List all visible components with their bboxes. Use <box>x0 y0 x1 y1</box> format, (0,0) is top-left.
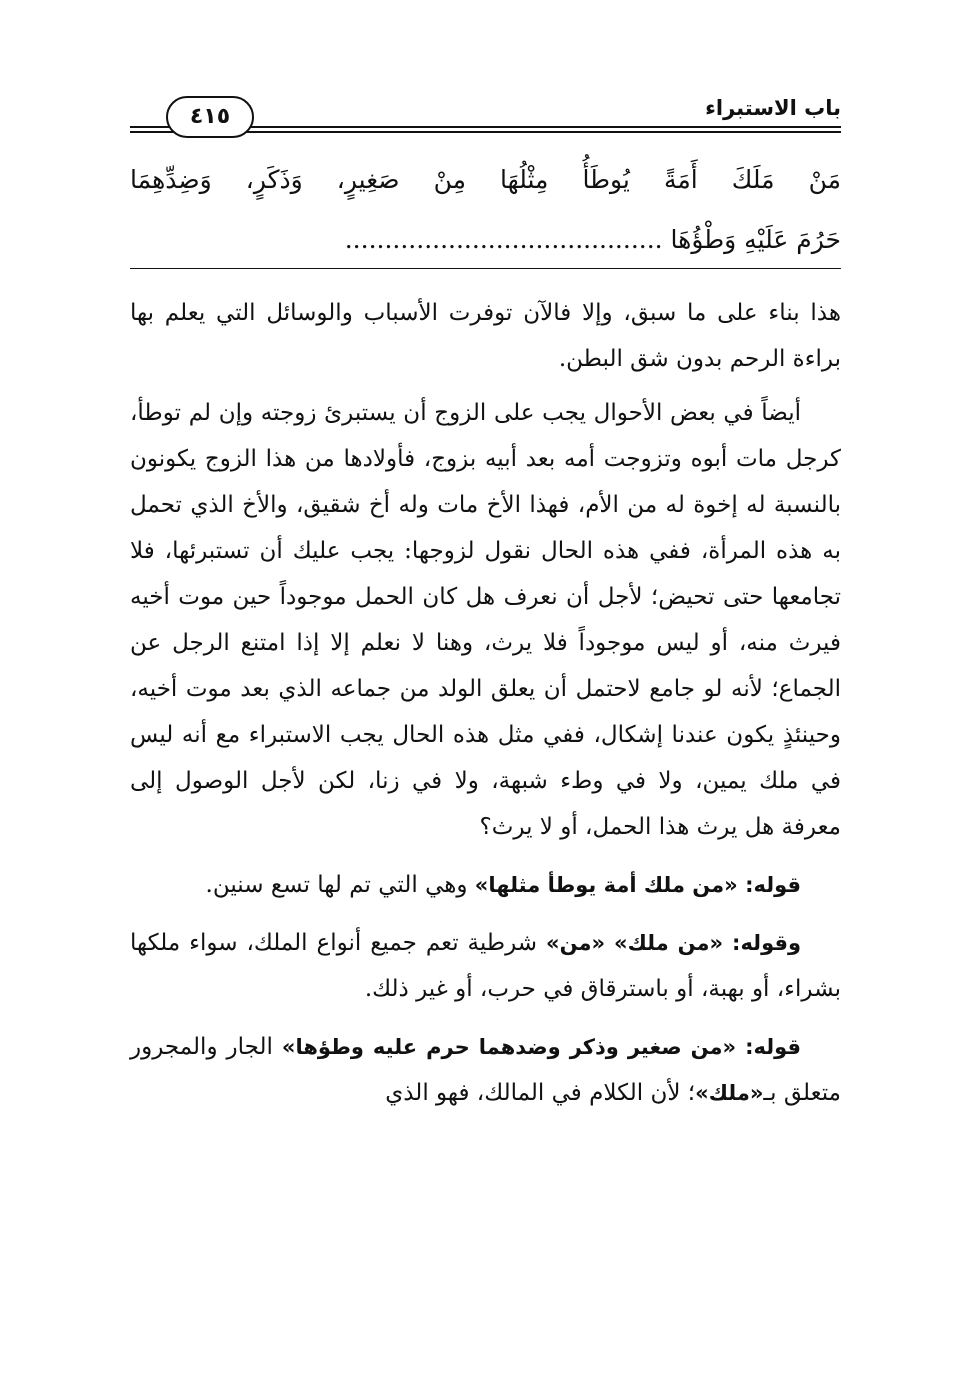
page-header <box>130 92 841 132</box>
paragraph: هذا بناء على ما سبق، وإلا فالآن توفرت الأسباب والوسائل التي يعلم بها براءة الرحم بدون شق البطن. <box>130 300 841 372</box>
paragraph-text: شرطية تعم جميع أنواع الملك، سواء ملكها بشراء، أو بهبة، أو باسترقاق في حرب، أو غير ذلك. <box>130 930 841 1002</box>
paragraph-text: الجار والمجرور متعلق بـ <box>130 1034 841 1106</box>
paragraph <box>130 862 841 908</box>
matn-quote: «من صغير وذكر وضدهما حرم عليه وطؤها» <box>281 1035 737 1059</box>
chapter-title: باب الاستبراء <box>705 96 841 120</box>
matn-quote: «ملك» <box>695 1081 764 1105</box>
section-divider <box>130 268 841 269</box>
paragraph: أيضاً في بعض الأحوال يجب على الزوج أن يستبرئ زوجته وإن لم توطأ، كرجل مات أبوه وتزوجت أمه بعد أبيه بزوج، فأولادها من هذا الزوج يكونون بالنسبة له إخوة له من الأم، فهذا الأخ مات وله أخ شقيق، والأخ الذي تحمل به هذه المرأة، ففي هذه الحال نقول لزوجها: يجب عليك أن تستبرئها، فلا تجامعها حتى تحيض؛ لأجل أن نعرف هل كان الحمل موجوداً حين موت أخيه فيرث منه، أو ليس موجوداً فلا يرث، وهنا لا نعلم إلا إذا امتنع الرجل عن الجماع؛ لأنه لو جامع لاحتمل أن يعلق الولد من جماعه الذي بعد موت أخيه، وحينئذٍ يكون عندنا إشكال، ففي مثل هذه الحال يجب الاستبراء مع أنه ليس في ملك يمين، ولا في وطء شبهة، ولا في زنا، لكن لأجل الوصول إلى معرفة هل يرث هذا الحمل، أو لا يرث؟ <box>130 400 841 840</box>
paragraph-text: ؛ لأن الكلام في المالك، فهو الذي <box>385 1080 696 1106</box>
quote-label: وقوله: <box>732 931 802 955</box>
quote-label: قوله: <box>745 873 801 897</box>
commentary <box>130 290 841 1124</box>
matn-quote: «من» <box>546 931 606 955</box>
quote-label: قوله: <box>745 1035 802 1059</box>
matn-text <box>130 150 841 270</box>
matn-quote: «من ملك أمة يوطأ مثلها» <box>474 873 738 897</box>
matn-line: مَنْ مَلَكَ أَمَةً يُوطَأُ مِثْلُهَا مِنْ صَغِيرٍ، وَذَكَرٍ، وَضِدِّهِمَا <box>130 165 841 194</box>
paragraph-text: وهي التي تم لها تسع سنين. <box>205 872 468 898</box>
paragraph <box>130 1024 841 1116</box>
paragraph <box>130 920 841 1012</box>
matn-quote: «من ملك» <box>614 931 724 955</box>
matn-line: حَرُمَ عَلَيْهِ وَطْؤُهَا ........................................ <box>344 225 841 254</box>
page-number: ٤١٥ <box>166 96 254 138</box>
